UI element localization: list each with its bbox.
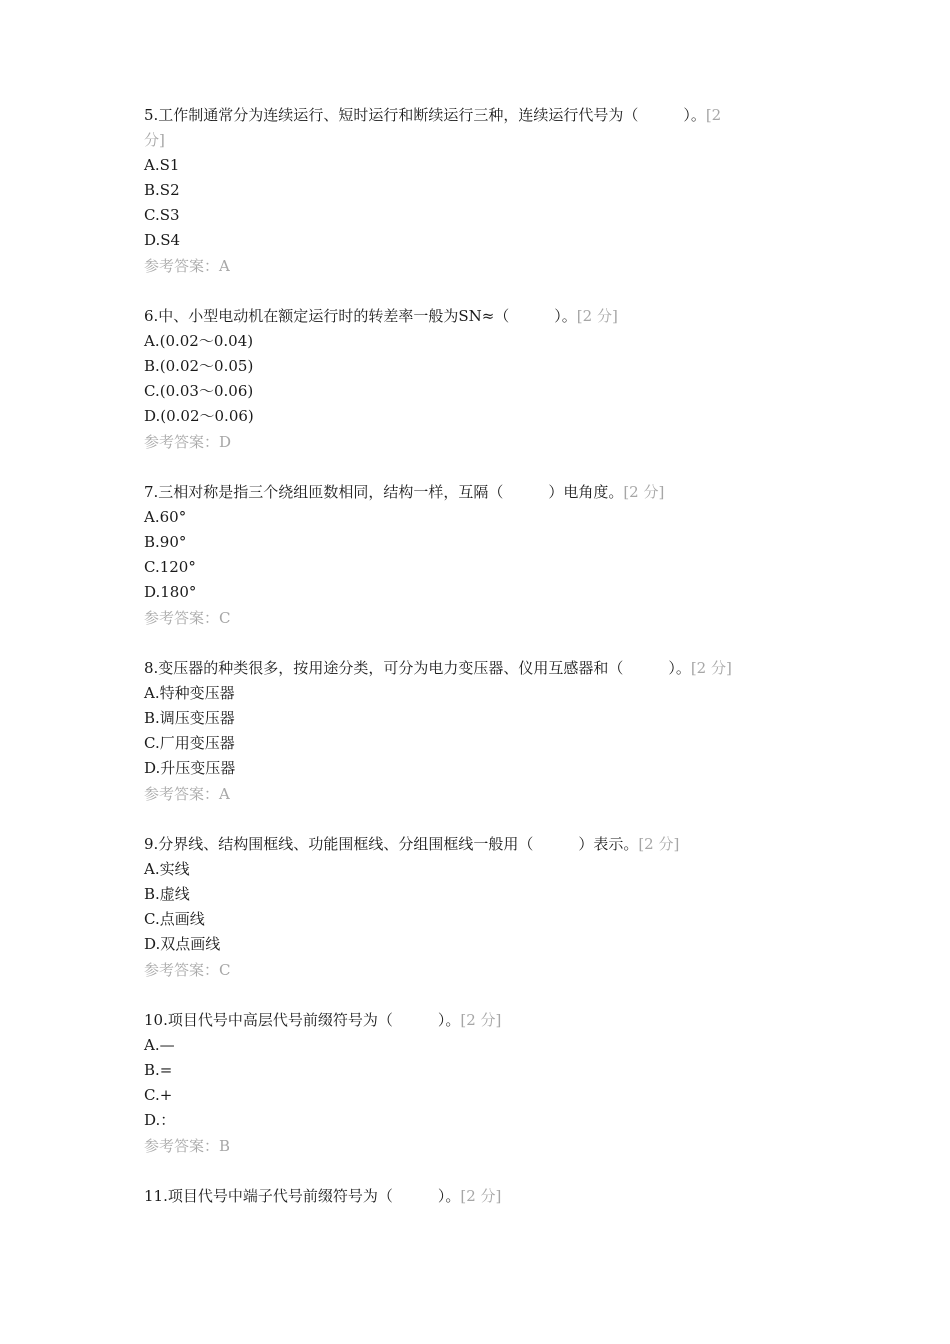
question-score: [2 分] <box>623 483 665 501</box>
question-score: [2 分] <box>460 1011 502 1029</box>
option-a: A.60° <box>144 508 187 526</box>
option-b: B.S2 <box>144 181 180 199</box>
option-c: C.厂用变压器 <box>144 734 235 752</box>
option-c: C.S3 <box>144 206 180 224</box>
option-d: D.升压变压器 <box>144 759 236 777</box>
option-d: D.S4 <box>144 231 181 249</box>
option-a: A.S1 <box>144 156 180 174</box>
question-7-stem <box>144 483 664 501</box>
reference-answer: 参考答案：D <box>144 433 232 451</box>
option-b: B.(0.02～0.05) <box>144 357 254 375</box>
question-5-stem <box>144 106 721 124</box>
option-d: D.(0.02～0.06) <box>144 407 254 425</box>
reference-answer: 参考答案：B <box>144 1137 231 1155</box>
question-5-score-continued: 分] <box>144 131 165 149</box>
reference-answer: 参考答案：C <box>144 609 231 627</box>
question-stem-text: 6.中、小型电动机在额定运行时的转差率一般为SN≈（ ）。 <box>144 307 577 325</box>
option-d: D.： <box>144 1111 176 1129</box>
option-a: A.特种变压器 <box>144 684 235 702</box>
question-stem-text: 8.变压器的种类很多，按用途分类，可分为电力变压器、仪用互感器和（ ）。 <box>144 659 691 677</box>
question-10-stem <box>144 1011 501 1029</box>
question-score: [2 分] <box>638 835 680 853</box>
question-stem-text: 10.项目代号中高层代号前缀符号为（ ）。 <box>144 1011 461 1029</box>
reference-answer: 参考答案：A <box>144 257 230 275</box>
reference-answer: 参考答案：C <box>144 961 231 979</box>
option-a: A.— <box>144 1036 175 1054</box>
question-stem-text: 5.工作制通常分为连续运行、短时运行和断续运行三种，连续运行代号为（ ）。 <box>144 106 706 124</box>
question-stem-text: 11.项目代号中端子代号前缀符号为（ ）。 <box>144 1187 461 1205</box>
question-score: [2 分] <box>576 307 618 325</box>
option-a: A.(0.02～0.04) <box>144 332 254 350</box>
question-8-stem <box>144 659 732 677</box>
question-11-stem <box>144 1187 501 1205</box>
question-stem-text: 9.分界线、结构围框线、功能围框线、分组围框线一般用（ ）表示。 <box>144 835 639 853</box>
question-score: [2 <box>705 106 722 124</box>
reference-answer: 参考答案：A <box>144 785 230 803</box>
option-c: C.120° <box>144 558 196 576</box>
option-d: D.双点画线 <box>144 935 221 953</box>
option-c: C.(0.03～0.06) <box>144 382 254 400</box>
option-b: B.调压变压器 <box>144 709 235 727</box>
question-6-stem <box>144 307 618 325</box>
option-b: B.= <box>144 1061 173 1079</box>
question-score: [2 分] <box>460 1187 502 1205</box>
option-b: B.虚线 <box>144 885 190 903</box>
option-c: C.点画线 <box>144 910 205 928</box>
option-a: A.实线 <box>144 860 190 878</box>
question-9-stem <box>144 835 679 853</box>
question-score: [2 分] <box>690 659 732 677</box>
option-c: C.+ <box>144 1086 173 1104</box>
option-b: B.90° <box>144 533 187 551</box>
question-stem-text: 7.三相对称是指三个绕组匝数相同，结构一样，互隔（ ）电角度。 <box>144 483 624 501</box>
option-d: D.180° <box>144 583 197 601</box>
